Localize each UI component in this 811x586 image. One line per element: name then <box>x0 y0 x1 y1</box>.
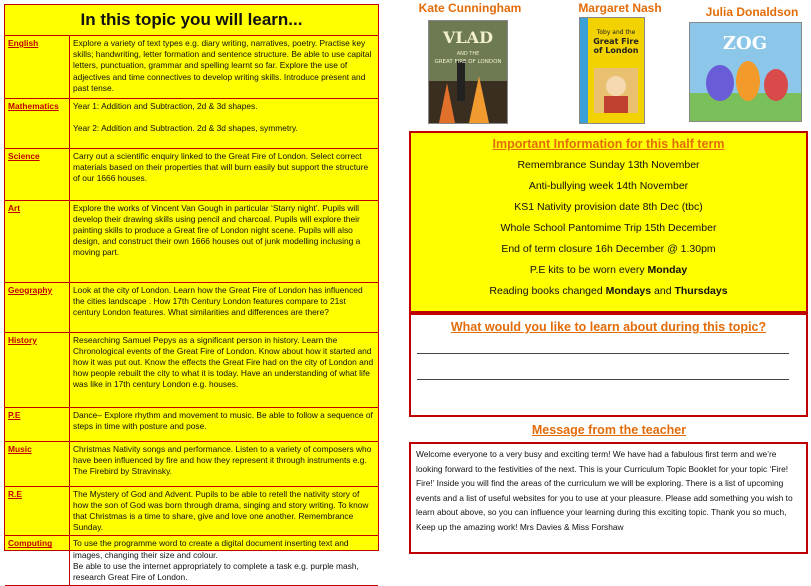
topic-row <box>5 536 378 586</box>
svg-text:of London: of London <box>593 46 639 55</box>
subject-link[interactable]: Art <box>5 200 70 282</box>
important-info-list <box>411 155 806 302</box>
svg-text:Toby and the: Toby and the <box>596 29 636 36</box>
info-item-text: Remembrance Sunday 13th November <box>517 159 700 171</box>
author-name: Kate Cunningham <box>418 1 522 15</box>
book-cover-vlad <box>428 20 508 124</box>
subject-link[interactable]: Geography <box>5 282 70 332</box>
info-item <box>411 239 806 260</box>
author-name: Julia Donaldson <box>705 5 799 19</box>
subject-description <box>70 332 379 407</box>
subject-link[interactable]: History <box>5 332 70 407</box>
description-text: Christmas Nativity songs and performance. Listen to a variety of composers who have been influenced by fire and how they represent it through instruments e.g. The Firebird by Stravinsky. <box>73 443 372 476</box>
topic-row <box>5 486 378 536</box>
info-item <box>411 281 806 302</box>
topic-table <box>5 36 378 586</box>
topic-row <box>5 282 378 332</box>
svg-text:AND THE: AND THE <box>456 51 480 57</box>
topic-row <box>5 148 378 200</box>
description-text: Dance– Explore rhythm and movement to music. Be able to follow a sequence of steps in time with posture and pose. <box>73 409 373 431</box>
answer-line[interactable] <box>417 379 789 380</box>
subject-description <box>70 441 379 486</box>
message-text: Welcome everyone to a very busy and exciting term! We have had a fabulous first term and we’re looking forward to the festivities of the next. This is your Curriculum Topic Booklet for your topic ‘Fire! Fire!’ Inside you will find the areas of the curriculum we will be exploring. There is a list of upcoming events and a list of useful websites for you to use at your pleasure. Please add something you wish to learn about above, so you can influence your learning during this exciting topic. Thank you so much, Keep up the amazing work! Mrs Davies & Miss Forshaw <box>416 449 793 532</box>
svg-text:Great Fire: Great Fire <box>593 37 639 46</box>
author-name: Margaret Nash <box>578 1 662 15</box>
book-cover-zog <box>689 22 802 122</box>
question-box <box>409 313 808 417</box>
subject-link[interactable]: Music <box>5 441 70 486</box>
subject-description <box>70 407 379 441</box>
message-title: Message from the teacher <box>531 423 687 437</box>
description-text: Researching Samuel Pepys as a significant person in history. Learn the Chronological events of the Great Fire of London. Know about how it started and how it was put out. Know the effects the Great Fire had on the city of London and how people rebuilt the city to what it is today. Have an understanding of what life was like in 17th century London e.g. houses. <box>73 334 374 390</box>
subject-description <box>70 536 379 586</box>
question-title: What would you like to learn about during this topic? <box>450 320 767 334</box>
info-item-text: Mondays <box>605 285 652 297</box>
topic-row <box>5 98 378 148</box>
description-text: Explore a variety of text types e.g. diary writing, narratives, poetry. Practise key skills; handwriting, letter formation and sentence structure. Be able to use capital letters, punctuation, grammar and spelling learnt so far. Explore the use of adjectives and time connectives to develop writing skills. Introduce present and past tense. <box>73 38 372 93</box>
svg-text:ZOG: ZOG <box>722 33 768 54</box>
topic-table-panel <box>4 4 379 582</box>
answer-line[interactable] <box>417 353 789 354</box>
subject-description <box>70 486 379 536</box>
info-item-text: P.E kits to be worn every <box>529 264 648 276</box>
book-cover-illustration <box>429 21 507 123</box>
subject-link[interactable]: R.E <box>5 486 70 536</box>
description-text: Year 2: Addition and Subtraction. 2d & 3d shapes, symmetry. <box>73 122 298 133</box>
subject-link[interactable]: Science <box>5 148 70 200</box>
info-item-text: KS1 Nativity provision date 8th Dec (tbc) <box>514 201 703 213</box>
info-item <box>411 218 806 239</box>
svg-text:GREAT FIRE OF LONDON: GREAT FIRE OF LONDON <box>434 59 502 65</box>
info-item-text: Anti-bullying week 14th November <box>528 180 689 192</box>
message-box <box>409 442 808 554</box>
info-item <box>411 260 806 281</box>
subject-description <box>70 282 379 332</box>
topic-row <box>5 407 378 441</box>
description-text: Carry out a scientific enquiry linked to the Great Fire of London. Select correct materials based on their properties that will burn easily but support the structure of our 1666 houses. <box>73 150 369 183</box>
info-item-text: Whole School Pantomime Trip 15th December <box>500 222 717 234</box>
topic-title: In this topic you will learn... <box>5 5 378 36</box>
book-cover-toby <box>579 17 645 124</box>
topic-row <box>5 36 378 98</box>
topic-row <box>5 200 378 282</box>
description-text: The Mystery of God and Advent. Pupils to be able to retell the nativity story of how the son of God was born through drama, singing and story writing. To know that Christmas is a time to share, give and love one another. Remembrance Sunday. <box>73 488 369 533</box>
info-item <box>411 155 806 176</box>
subject-description <box>70 98 379 148</box>
subject-description <box>70 148 379 200</box>
info-item-text: Reading books changed <box>489 285 606 297</box>
description-text: To use the programme word to create a digital document inserting text and images, changing their size and colour. Be able to use the internet appropriately to complete a task e.g. purple mash, research Great Fire of London. <box>73 538 359 582</box>
topic-row <box>5 441 378 486</box>
subject-link[interactable]: Mathematics <box>5 98 70 148</box>
description-text: Year 1: Addition and Subtraction, 2d & 3d shapes. <box>73 100 258 111</box>
book-cover-illustration <box>690 23 801 121</box>
important-info-box <box>409 131 808 313</box>
subject-description <box>70 36 379 98</box>
description-text: Look at the city of London. Learn how the Great Fire of London has influenced the cities landscape . How 17th Century London features compare to 21st century London features. What similarities and differences are there? <box>73 284 363 317</box>
subject-link[interactable]: Computing <box>5 536 70 586</box>
topic-row <box>5 332 378 407</box>
subject-link[interactable]: English <box>5 36 70 98</box>
subject-link[interactable]: P.E <box>5 407 70 441</box>
description-text: Explore the works of Vincent Van Gough in particular ‘Starry night’. Pupils will develop their drawing skills using pencil and charcoal. Pupils will explore their painting skills to produce a Great fire of London night scene. Pupils will also design, and construct their own 1666 houses out of junk modelling inclusing a moving part. <box>73 202 361 258</box>
info-item-text: Thursdays <box>674 285 728 297</box>
info-item-text: Monday <box>647 264 688 276</box>
subject-description <box>70 200 379 282</box>
important-info-title: Important Information for this half term <box>492 137 725 151</box>
info-item <box>411 176 806 197</box>
info-item <box>411 197 806 218</box>
svg-text:VLAD: VLAD <box>443 28 493 47</box>
book-cover-illustration <box>580 18 644 123</box>
info-item-text: End of term closure 16h December @ 1.30pm <box>501 243 716 255</box>
info-item-text: and <box>651 285 675 297</box>
